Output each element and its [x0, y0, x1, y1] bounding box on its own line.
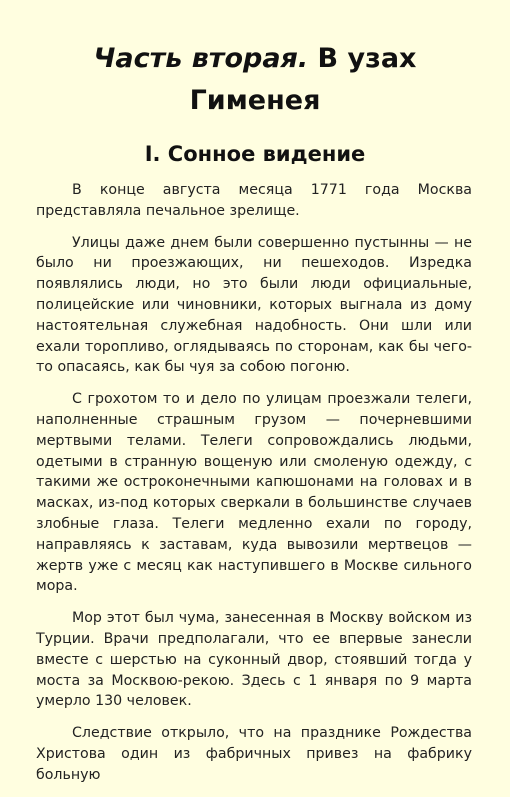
paragraph: Следствие открыло, что на празднике Рождества Христова один из фабричных привез на фабрику больную: [36, 725, 472, 783]
part-title-italic: Часть вторая.: [93, 43, 309, 74]
paragraph: Улицы даже днем были совершенно пустынны — не было ни проезжающих, ни пешеходов. Изредка появлялись люди, но это были люди официальные, полицейские или чиновники, которых выгнала из дому настоятельная служебная надобность. Они шли или ехали торопливо, оглядываясь по сторонам, как бы чего-то опасаясь, как бы чуя за собою погоню.: [36, 234, 472, 376]
chapter-title: I. Сонное видение: [144, 142, 366, 166]
body-text: [36, 180, 472, 797]
part-title-rest: В узах Гименея: [189, 43, 417, 116]
part-title: [40, 38, 470, 122]
paragraph: С грохотом то и дело по улицам проезжали телеги, наполненные страшным грузом — почерневшими мертвыми телами. Телеги сопровождались людьми, одетыми в странную вощеную или смоленую одежду, с такими же остроконечными капюшонами на головах и в масках, из-под которых сверкали в большинстве случаев злобные глаза. Телеги медленно ехали по городу, направляясь к заставам, куда вывозили мертвецов — жертв уже с месяц как наступившего в Москве сильного мора.: [36, 391, 472, 595]
paragraph: В конце августа месяца 1771 года Москва представляла печальное зрелище.: [36, 182, 472, 219]
paragraph: Мор этот был чума, занесенная в Москву войском из Турции. Врачи предполагали, что ее впервые занесли вместе с шерстью на суконный двор, стоявший тогда у моста за Москвою-рекою. Здесь с 1 января по 9 марта умерло 130 человек.: [36, 610, 472, 710]
